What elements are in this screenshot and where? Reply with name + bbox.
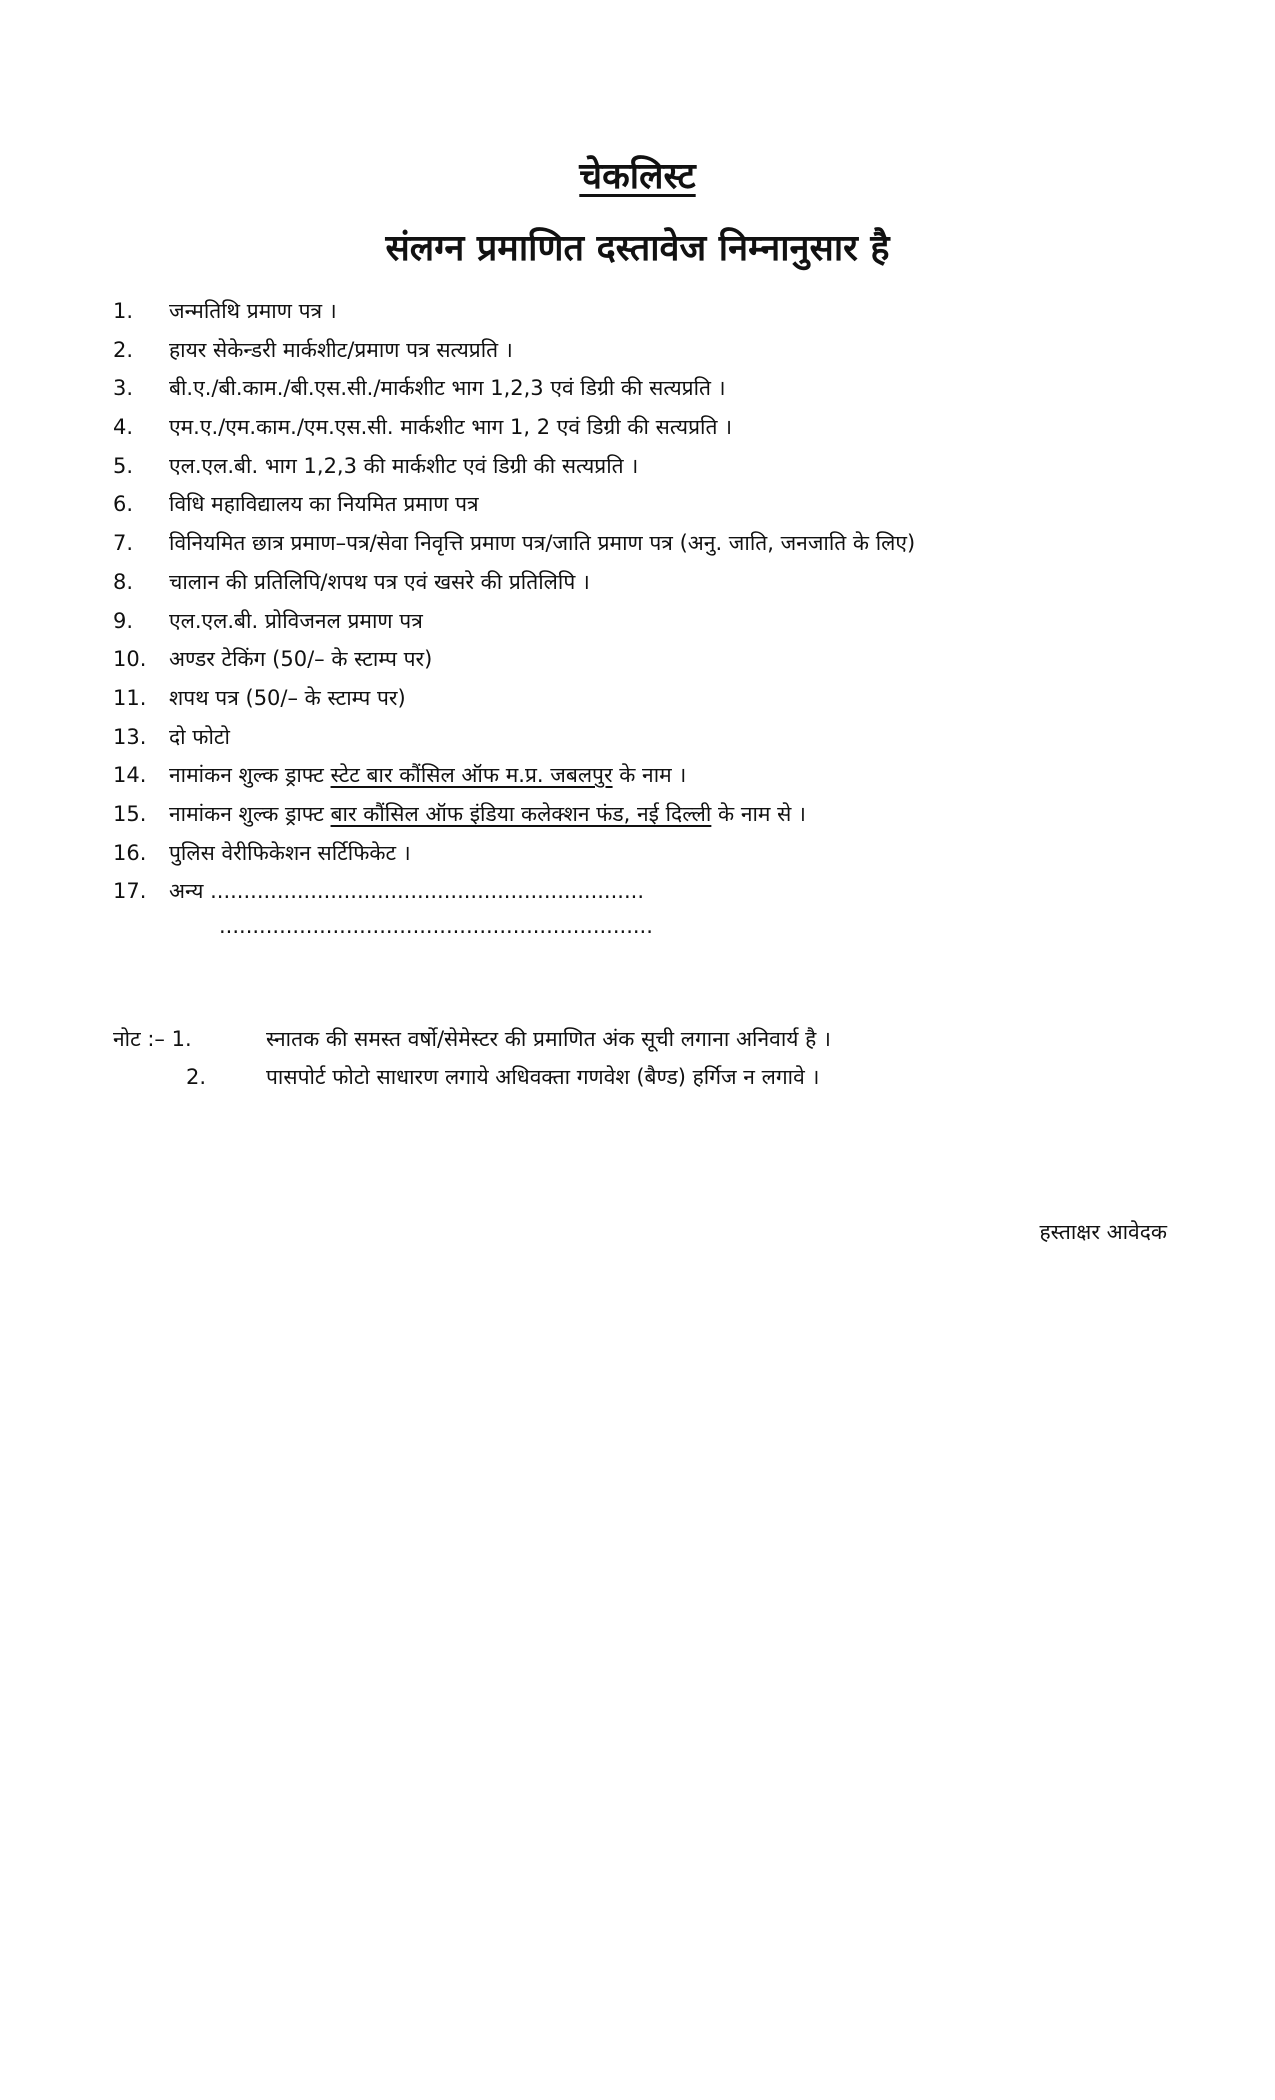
checklist-item: 10. अण्डर टेकिंग (50/– के स्टाम्प पर) <box>113 647 433 672</box>
checklist-item: 14. नामांकन शुल्क ड्राफ्ट स्टेट बार कौंसिल ऑफ म.प्र. जबलपुर के नाम । <box>113 763 687 788</box>
checklist-item: 7. विनियमित छात्र प्रमाण–पत्र/सेवा निवृत्ति प्रमाण पत्र/जाति प्रमाण पत्र (अनु. जाति, जनजाति के लिए) <box>113 531 916 556</box>
underlined-payee: बार कौंसिल ऑफ इंडिया कलेक्शन फंड, नई दिल्ली <box>330 801 712 826</box>
checklist-item: 16. पुलिस वेरीफिकेशन सर्टिफिकेट । <box>113 840 411 865</box>
underlined-payee: स्टेट बार कौंसिल ऑफ म.प्र. जबलपुर <box>330 763 613 788</box>
document-subtitle: संलग्न प्रमाणित दस्तावेज निम्नानुसार है <box>385 228 890 269</box>
checklist <box>113 292 1233 911</box>
note-item: 2. पासपोर्ट फोटो साधारण लगाये अधिवक्ता गणवेश (बैण्ड) हर्गिज न लगावे । <box>186 1065 820 1089</box>
checklist-item: 2. हायर सेकेन्डरी मार्कशीट/प्रमाण पत्र सत्यप्रति । <box>113 337 513 362</box>
applicant-signature-label: हस्ताक्षर आवेदक <box>1039 1220 1167 1244</box>
checklist-item: 3. बी.ए./बी.काम./बी.एस.सी./मार्कशीट भाग 1,2,3 एवं डिग्री की सत्यप्रति । <box>113 376 726 401</box>
checklist-item: 13. दो फोटो <box>113 724 230 749</box>
checklist-item: 4. एम.ए./एम.काम./एम.एस.सी. मार्कशीट भाग 1, 2 एवं डिग्री की सत्यप्रति । <box>113 415 733 440</box>
checklist-item: 9. एल.एल.बी. प्रोविजनल प्रमाण पत्र <box>113 608 423 633</box>
note-item: नोट :– 1. स्नातक की समस्त वर्षो/सेमेस्टर की प्रमाणित अंक सूची लगाना अनिवार्य है । <box>113 1020 1233 1058</box>
document-title: चेकलिस्ट <box>579 156 696 197</box>
blank-fill-line: ................................................................. <box>219 914 653 938</box>
notes-label: नोट :– 1. <box>113 1027 192 1051</box>
checklist-item: 8. चालान की प्रतिलिपि/शपथ पत्र एवं खसरे की प्रतिलिपि । <box>113 569 590 594</box>
checklist-item: 5. एल.एल.बी. भाग 1,2,3 की मार्कशीट एवं डिग्री की सत्यप्रति । <box>113 453 639 478</box>
notes-section <box>113 1020 1233 1096</box>
checklist-item: 15. नामांकन शुल्क ड्राफ्ट बार कौंसिल ऑफ इंडिया कलेक्शन फंड, नई दिल्ली के नाम से । <box>113 801 806 826</box>
checklist-item: 11. शपथ पत्र (50/– के स्टाम्प पर) <box>113 685 406 710</box>
checklist-item: 6. विधि महाविद्यालय का नियमित प्रमाण पत्र <box>113 492 479 517</box>
checklist-item: 17. अन्य ................................................................. <box>113 879 644 904</box>
checklist-item: 1. जन्मतिथि प्रमाण पत्र । <box>113 299 337 323</box>
